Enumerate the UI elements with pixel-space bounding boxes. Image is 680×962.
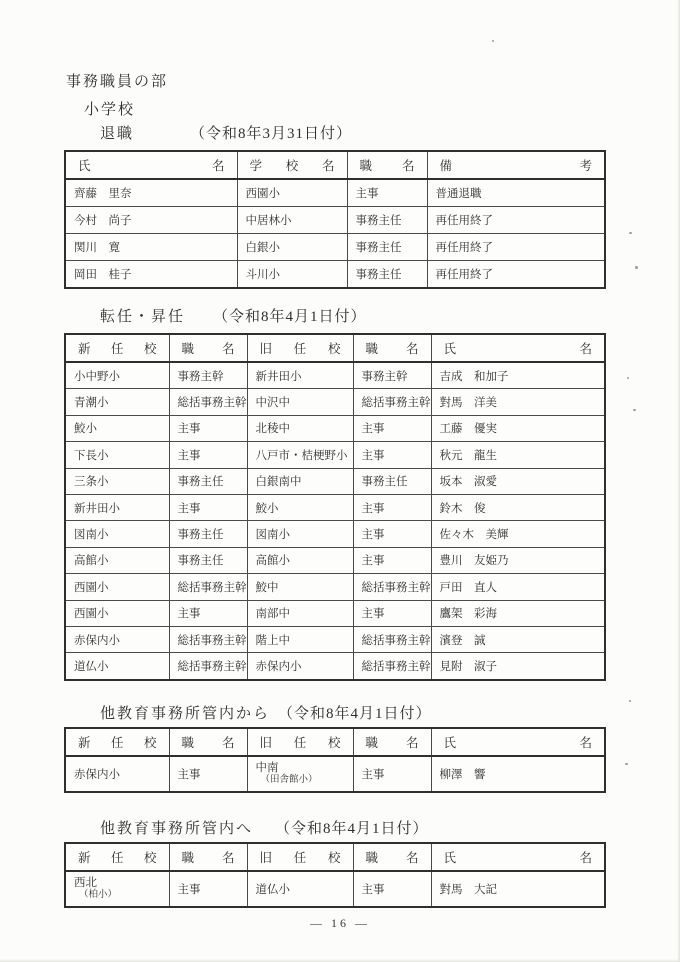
table-cell: 道仏小 — [65, 653, 169, 680]
table-cell: 総括事務主幹 — [353, 653, 431, 680]
transfer-promotion-table — [64, 333, 606, 681]
table-row — [65, 362, 605, 389]
table-cell: 新井田小 — [65, 494, 169, 520]
department-title: 事務職員の部 — [66, 74, 169, 90]
section-title: 転任・昇任 — [100, 309, 186, 325]
table-cell: 図南小 — [247, 521, 353, 547]
table-cell: 斗川小 — [237, 261, 347, 289]
section-heading-retirement — [100, 122, 352, 143]
cell-line: 中南 — [255, 761, 279, 774]
table-cell: 鮫中 — [247, 574, 353, 600]
table-cell: 濱登 誠 — [431, 626, 605, 652]
section-date: （令和8年4月1日付） — [278, 706, 432, 722]
page-number: — 16 — — [310, 916, 370, 930]
column-header: 職 名 — [353, 728, 431, 756]
table-cell: 白銀小 — [237, 234, 347, 261]
column-header: 職 名 — [353, 843, 431, 871]
table-cell: 西園小 — [237, 179, 347, 207]
table-cell: 普通退職 — [427, 179, 605, 207]
table-cell: 主事 — [353, 871, 431, 907]
column-header: 備 考 — [427, 151, 605, 179]
scan-speck — [629, 232, 632, 234]
table-cell: 中居林小 — [237, 207, 347, 234]
table-cell: 主事 — [353, 494, 431, 520]
header-row — [65, 728, 605, 756]
table-cell: 事務主幹 — [353, 362, 431, 389]
table-cell: 再任用終了 — [427, 207, 605, 234]
table-row — [65, 653, 605, 680]
table-cell: 三条小 — [65, 468, 169, 494]
column-header: 新 任 校 — [65, 334, 169, 362]
section-date: （令和8年4月1日付） — [275, 821, 429, 837]
table-row — [65, 389, 605, 415]
table-cell: 主事 — [353, 442, 431, 468]
table-cell: 對馬 大記 — [431, 871, 605, 907]
section-date: （令和8年4月1日付） — [213, 309, 367, 325]
table-cell: 総括事務主幹 — [353, 574, 431, 600]
table-row — [65, 261, 605, 289]
scan-speck — [625, 763, 628, 765]
table-cell: 鮫小 — [65, 415, 169, 441]
table-cell: 新井田小 — [247, 362, 353, 389]
table-cell: 對馬 洋美 — [431, 389, 605, 415]
table-cell: 小中野小 — [65, 362, 169, 389]
table-cell: 下長小 — [65, 442, 169, 468]
table-cell: 今村 尚子 — [65, 207, 237, 234]
table-cell: 事務主幹 — [169, 362, 247, 389]
section-heading-to-other-office — [100, 817, 429, 838]
table-cell: 戸田 直人 — [431, 574, 605, 600]
column-header: 新 任 校 — [65, 728, 169, 756]
table-cell: 青潮小 — [65, 389, 169, 415]
table-cell: 主事 — [169, 494, 247, 520]
table-cell: 関川 寛 — [65, 234, 237, 261]
section-title: 他教育事務所管内から — [100, 706, 271, 722]
column-header: 職 名 — [169, 334, 247, 362]
table-cell: 豊川 友姫乃 — [431, 547, 605, 573]
table-cell: 赤保内小 — [65, 756, 169, 792]
table-cell: 高館小 — [65, 547, 169, 573]
column-header: 職 名 — [169, 843, 247, 871]
column-header: 旧 任 校 — [247, 728, 353, 756]
table-cell: 秋元 龍生 — [431, 442, 605, 468]
table-cell: 主事 — [169, 415, 247, 441]
table-cell: 赤保内小 — [65, 626, 169, 652]
table-cell — [247, 756, 353, 792]
table-cell — [65, 871, 169, 907]
header-row — [65, 151, 605, 179]
retirement-table — [64, 150, 606, 289]
table-cell: 主事 — [169, 756, 247, 792]
scan-speck — [629, 700, 631, 702]
table-cell: 図南小 — [65, 521, 169, 547]
table-cell: 事務主任 — [347, 261, 427, 289]
table-cell: 主事 — [353, 600, 431, 626]
scan-speck — [627, 377, 629, 379]
table-cell: 吉成 和加子 — [431, 362, 605, 389]
header-row — [65, 843, 605, 871]
column-header: 新 任 校 — [65, 843, 169, 871]
table-cell: 主事 — [353, 521, 431, 547]
table-cell: 主事 — [353, 547, 431, 573]
cell-line: 西北 — [74, 876, 97, 889]
table-cell: 鮫小 — [247, 494, 353, 520]
table-cell: 北稜中 — [247, 415, 353, 441]
table-cell: 高館小 — [247, 547, 353, 573]
table-row — [65, 600, 605, 626]
section-title: 他教育事務所管内へ — [100, 821, 254, 837]
table-cell: 事務主任 — [169, 521, 247, 547]
table-row — [65, 468, 605, 494]
table-row — [65, 442, 605, 468]
column-header: 氏 名 — [65, 151, 237, 179]
cell-subline: （田舎館小） — [260, 775, 318, 786]
column-header: 氏 名 — [431, 334, 605, 362]
table-cell: 総括事務主幹 — [169, 574, 247, 600]
table-cell: 八戸市・桔梗野小 — [247, 442, 353, 468]
table-cell: 岡田 桂子 — [65, 261, 237, 289]
table-cell: 西園小 — [65, 600, 169, 626]
from-other-office-table — [64, 727, 606, 793]
table-cell: 主事 — [169, 600, 247, 626]
table-row — [65, 415, 605, 441]
table-cell: 総括事務主幹 — [169, 653, 247, 680]
table-cell: 主事 — [347, 179, 427, 207]
table-cell: 事務主任 — [169, 547, 247, 573]
table-cell: 総括事務主幹 — [169, 389, 247, 415]
table-row — [65, 494, 605, 520]
table-cell: 主事 — [169, 442, 247, 468]
header-row — [65, 334, 605, 362]
table-cell: 工藤 優実 — [431, 415, 605, 441]
table-cell: 再任用終了 — [427, 234, 605, 261]
table-cell: 総括事務主幹 — [169, 626, 247, 652]
table-row — [65, 871, 605, 907]
table-cell: 齊藤 里奈 — [65, 179, 237, 207]
table-cell: 事務主任 — [347, 207, 427, 234]
table-cell: 中沢中 — [247, 389, 353, 415]
table-cell: 南部中 — [247, 600, 353, 626]
column-header: 職 名 — [353, 334, 431, 362]
section-heading-from-other-office — [100, 702, 432, 723]
scan-speck — [635, 266, 638, 269]
table-cell: 事務主任 — [353, 468, 431, 494]
table-cell: 事務主任 — [169, 468, 247, 494]
column-header: 氏 名 — [431, 843, 605, 871]
table-row — [65, 756, 605, 792]
table-cell: 白銀南中 — [247, 468, 353, 494]
table-cell: 階上中 — [247, 626, 353, 652]
column-header: 学 校 名 — [237, 151, 347, 179]
table-cell: 総括事務主幹 — [353, 626, 431, 652]
scan-speck — [492, 40, 494, 42]
table-row — [65, 574, 605, 600]
table-cell: 坂本 淑愛 — [431, 468, 605, 494]
table-cell: 事務主任 — [347, 234, 427, 261]
section-heading-transfer-promotion — [100, 305, 367, 326]
column-header: 氏 名 — [431, 728, 605, 756]
table-row — [65, 234, 605, 261]
table-cell: 道仏小 — [247, 871, 353, 907]
to-other-office-table — [64, 842, 606, 908]
table-cell: 主事 — [353, 756, 431, 792]
table-row — [65, 547, 605, 573]
table-cell: 赤保内小 — [247, 653, 353, 680]
table-cell: 柳澤 響 — [431, 756, 605, 792]
table-cell: 西園小 — [65, 574, 169, 600]
table-cell: 主事 — [169, 871, 247, 907]
table-cell: 主事 — [353, 415, 431, 441]
school-level-heading: 小学校 — [84, 102, 136, 118]
table-cell: 総括事務主幹 — [353, 389, 431, 415]
table-cell: 鷹架 彩海 — [431, 600, 605, 626]
table-cell: 再任用終了 — [427, 261, 605, 289]
table-row — [65, 521, 605, 547]
table-row — [65, 207, 605, 234]
column-header: 職 名 — [347, 151, 427, 179]
table-cell: 見附 淑子 — [431, 653, 605, 680]
column-header: 旧 任 校 — [247, 334, 353, 362]
section-date: （令和8年3月31日付） — [190, 126, 353, 142]
section-title: 退職 — [100, 126, 135, 142]
column-header: 職 名 — [169, 728, 247, 756]
table-cell: 佐々木 美輝 — [431, 521, 605, 547]
scan-speck — [633, 409, 636, 411]
cell-subline: （柏小） — [79, 890, 118, 901]
table-row — [65, 626, 605, 652]
column-header: 旧 任 校 — [247, 843, 353, 871]
table-cell: 鈴木 俊 — [431, 494, 605, 520]
table-row — [65, 179, 605, 207]
